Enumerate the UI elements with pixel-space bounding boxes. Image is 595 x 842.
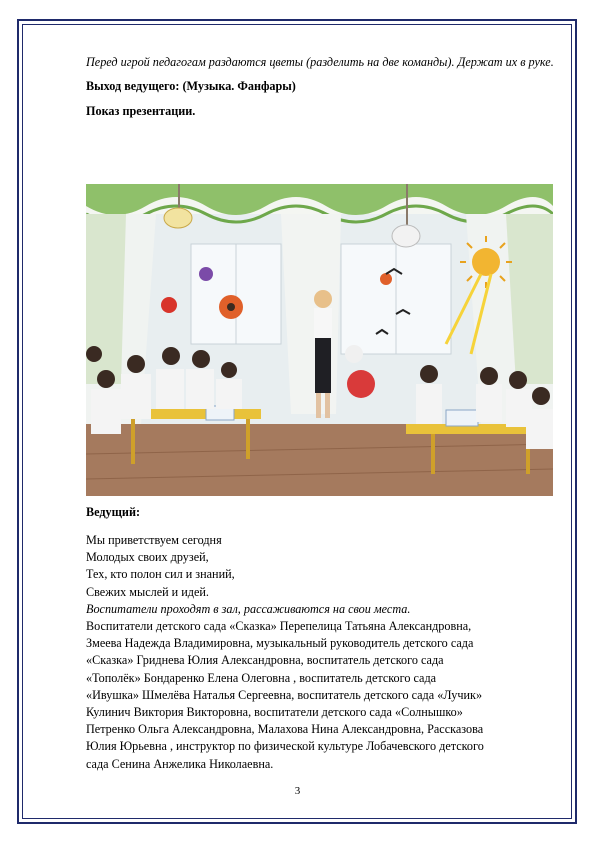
host-exit-heading: Выход ведущего: (Музыка. Фанфары) — [86, 79, 296, 94]
classroom-photo — [86, 184, 553, 496]
participants-line: «Тополёк» Бондаренко Елена Олеговна , воспитатель детского сада — [86, 670, 437, 685]
poem-line: Тех, кто полон сил и знаний, — [86, 567, 235, 582]
participants-line: Воспитатели детского сада «Сказка» Перепелица Татьяна Александровна, — [86, 619, 472, 634]
participants-line: «Сказка» Гриднева Юлия Александровна, воспитатель детского сада — [86, 653, 444, 668]
leader-label: Ведущий: — [86, 505, 141, 519]
participants-line: Петренко Ольга Александровна, Малахова Нина Александровна, Рассказова — [86, 722, 484, 737]
presentation-heading: Показ презентации. — [86, 104, 196, 119]
stage-direction: Воспитатели проходят в зал, рассаживаются на свои места. — [86, 601, 411, 616]
participants-line: Юлия Юрьевна , инструктор по физической культуре Лобачевского детского — [86, 739, 484, 754]
poem-line: Свежих мыслей и идей. — [86, 584, 209, 599]
participants-line: сада Сенина Анжелика Николаевна. — [86, 756, 274, 771]
page-number: 3 — [294, 785, 301, 797]
poem-and-participants — [86, 532, 556, 773]
participants-line: Кулинич Виктория Викторовна, воспитатели детского сада «Солнышко» — [86, 705, 463, 720]
intro-instruction: Перед игрой педагогам раздаются цветы (разделить на две команды). Держат их в руке. — [86, 55, 554, 69]
poem-line: Молодых своих друзей, — [86, 550, 209, 565]
top-text-block — [86, 54, 556, 120]
participants-line: «Ивушка» Шмелёва Наталья Сергеевна, воспитатель детского сада «Лучик» — [86, 687, 483, 702]
poem-line: Мы приветствуем сегодня — [86, 533, 222, 547]
participants-line: Змеева Надежда Владимировна, музыкальный руководитель детского сада — [86, 636, 474, 651]
